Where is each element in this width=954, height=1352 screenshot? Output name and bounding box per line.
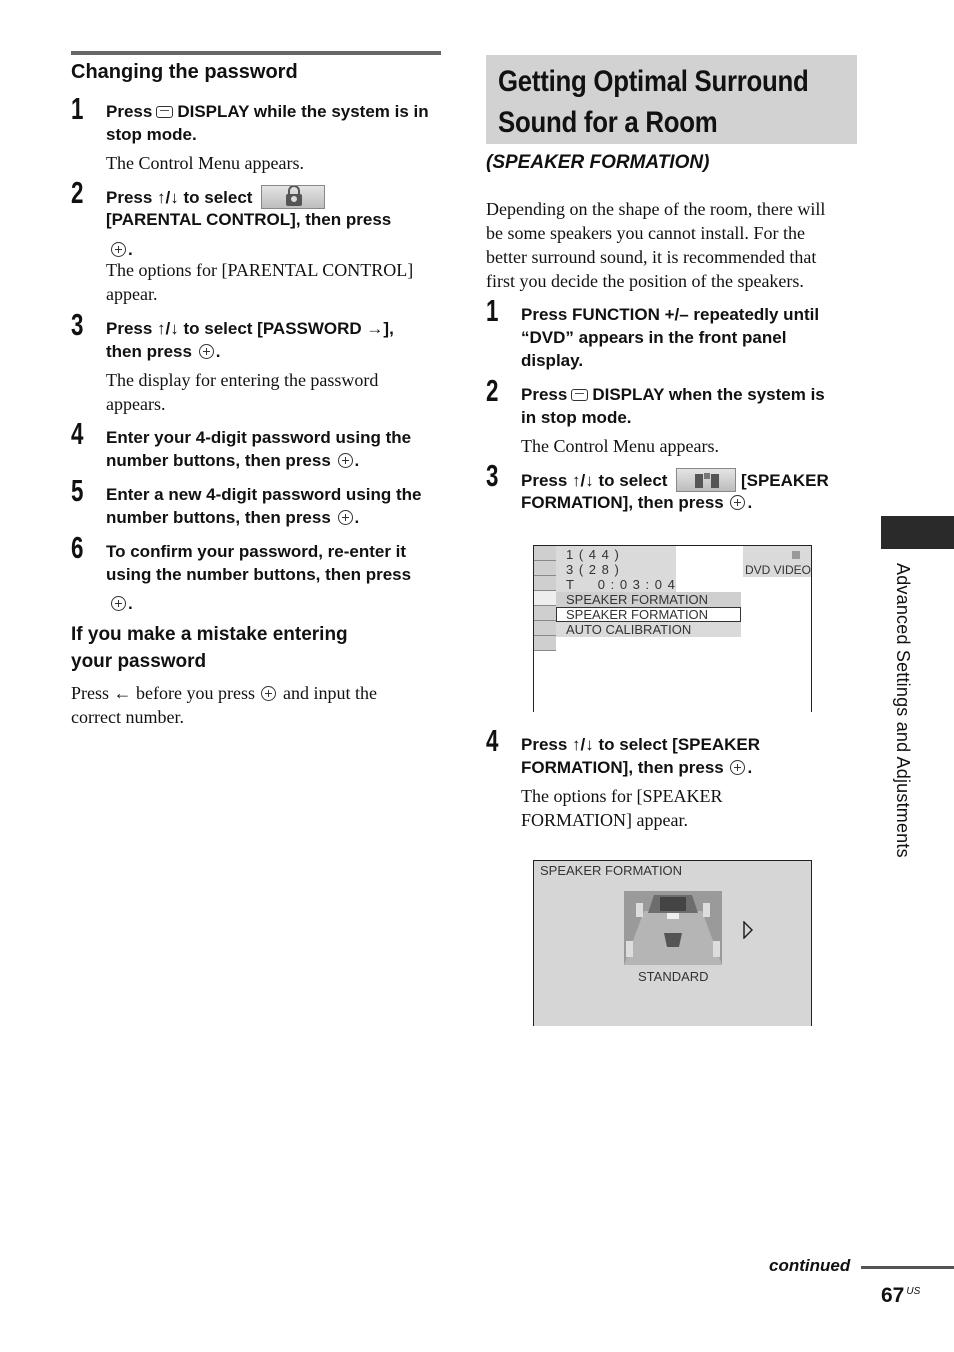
enter-button-icon <box>338 453 353 468</box>
step-result: The display for entering the password appears. <box>106 370 379 414</box>
arrow-right-icon[interactable] <box>743 921 753 944</box>
step-number: 4 <box>71 416 84 451</box>
enter-button-icon: . <box>109 592 133 615</box>
enter-button-icon <box>730 495 745 510</box>
step-instruction-cont: FORMATION], then press . <box>521 493 753 512</box>
menu-item-speaker-formation[interactable]: SPEAKER FORMATION <box>556 607 741 622</box>
step-instruction: Press FUNCTION +/– repeatedly until “DVD” appears in the front panel display. <box>521 305 820 370</box>
step-result: The options for [PARENTAL CONTROL] appear. <box>106 260 414 304</box>
step-instruction: Press ↑/↓ to select [SPEAKER <box>521 735 761 754</box>
disc-type-label: DVD VIDEO <box>745 563 812 577</box>
display-button-icon <box>156 106 173 118</box>
step-number: 2 <box>486 373 499 408</box>
step-instruction: Press ↑/↓ to select [SPEAKER <box>521 468 829 492</box>
step-result: The Control Menu appears. <box>521 436 719 456</box>
enter-button-icon <box>338 510 353 525</box>
step-number: 6 <box>71 530 84 565</box>
status-indicator-icon <box>792 551 800 559</box>
speaker-formation-screen <box>533 860 812 1026</box>
speaker-formation-icon <box>676 468 736 492</box>
formation-caption: STANDARD <box>638 969 709 984</box>
step-instruction: Press ↑/↓ to select [PASSWORD →], <box>106 319 394 338</box>
subsection-heading-cont: your password <box>71 651 207 672</box>
step-instruction: Press DISPLAY when the system is <box>521 385 825 404</box>
step-number: 1 <box>486 293 499 328</box>
step-number: 5 <box>71 473 84 508</box>
step-instruction-cont: number buttons, then press . <box>106 451 360 470</box>
speaker-layout-icon <box>624 891 722 965</box>
section-rule <box>71 51 441 55</box>
step-number: 3 <box>71 307 84 342</box>
step-result: The Control Menu appears. <box>106 153 304 173</box>
display-button-icon <box>571 389 588 401</box>
page-number: 67 $^{US}$ <box>881 1284 921 1307</box>
mistake-text: Press ← before you press and input the <box>71 683 377 703</box>
step-number: 4 <box>486 723 499 758</box>
menu-icon-column <box>534 546 556 651</box>
section-tab <box>881 516 954 549</box>
screen-title: SPEAKER FORMATION <box>540 863 683 878</box>
step-number: 3 <box>486 458 499 493</box>
enter-button-icon <box>730 760 745 775</box>
menu-item-auto-calibration[interactable]: AUTO CALIBRATION <box>556 622 741 637</box>
enter-button-icon <box>199 344 214 359</box>
menu-title: SPEAKER FORMATION <box>556 592 741 607</box>
enter-button-icon: . <box>109 238 133 261</box>
mistake-text-cont: correct number. <box>71 707 184 727</box>
step-instruction: To confirm your password, re-enter it <box>106 542 407 561</box>
step-instruction-cont: [PARENTAL CONTROL], then press <box>106 210 392 229</box>
continued-label: continued <box>769 1256 851 1275</box>
control-menu-screen <box>533 545 812 712</box>
parental-control-icon <box>261 185 325 209</box>
page-title: Getting Optimal Surround Sound for a Room <box>486 55 857 144</box>
step-instruction-cont: then press . <box>106 342 221 361</box>
step-instruction-cont: number buttons, then press . <box>106 508 360 527</box>
disc-info: 1 ( 4 4 ) 3 ( 2 8 ) T 0 : 0 3 : 0 4 <box>566 547 676 592</box>
subsection-heading: If you make a mistake entering <box>71 624 348 645</box>
step-instruction-cont: using the number buttons, then press <box>106 565 412 584</box>
step-instruction: Press DISPLAY while the system is in stop mode. <box>106 102 429 144</box>
section-heading: Changing the password <box>71 61 298 83</box>
step-instruction-cont: in stop mode. <box>521 408 632 427</box>
step-instruction: Press ↑/↓ to select <box>106 185 325 209</box>
step-result: The options for [SPEAKER FORMATION] appear. <box>521 786 723 830</box>
section-tab-label: Advanced Settings and Adjustments <box>893 563 913 858</box>
enter-button-icon <box>261 686 276 701</box>
intro-paragraph: Depending on the shape of the room, there will be some speakers you cannot install. For the better surround sound, it is recommended that first you decide the position of the speakers. <box>486 199 826 291</box>
continued-rule <box>861 1266 954 1269</box>
step-instruction: Enter a new 4-digit password using the <box>106 485 422 504</box>
step-number: 1 <box>71 91 84 126</box>
step-number: 2 <box>71 175 84 210</box>
page-subtitle: (SPEAKER FORMATION) <box>486 152 710 173</box>
step-instruction: Enter your 4-digit password using the <box>106 428 412 447</box>
step-instruction-cont: FORMATION], then press . <box>521 758 753 777</box>
